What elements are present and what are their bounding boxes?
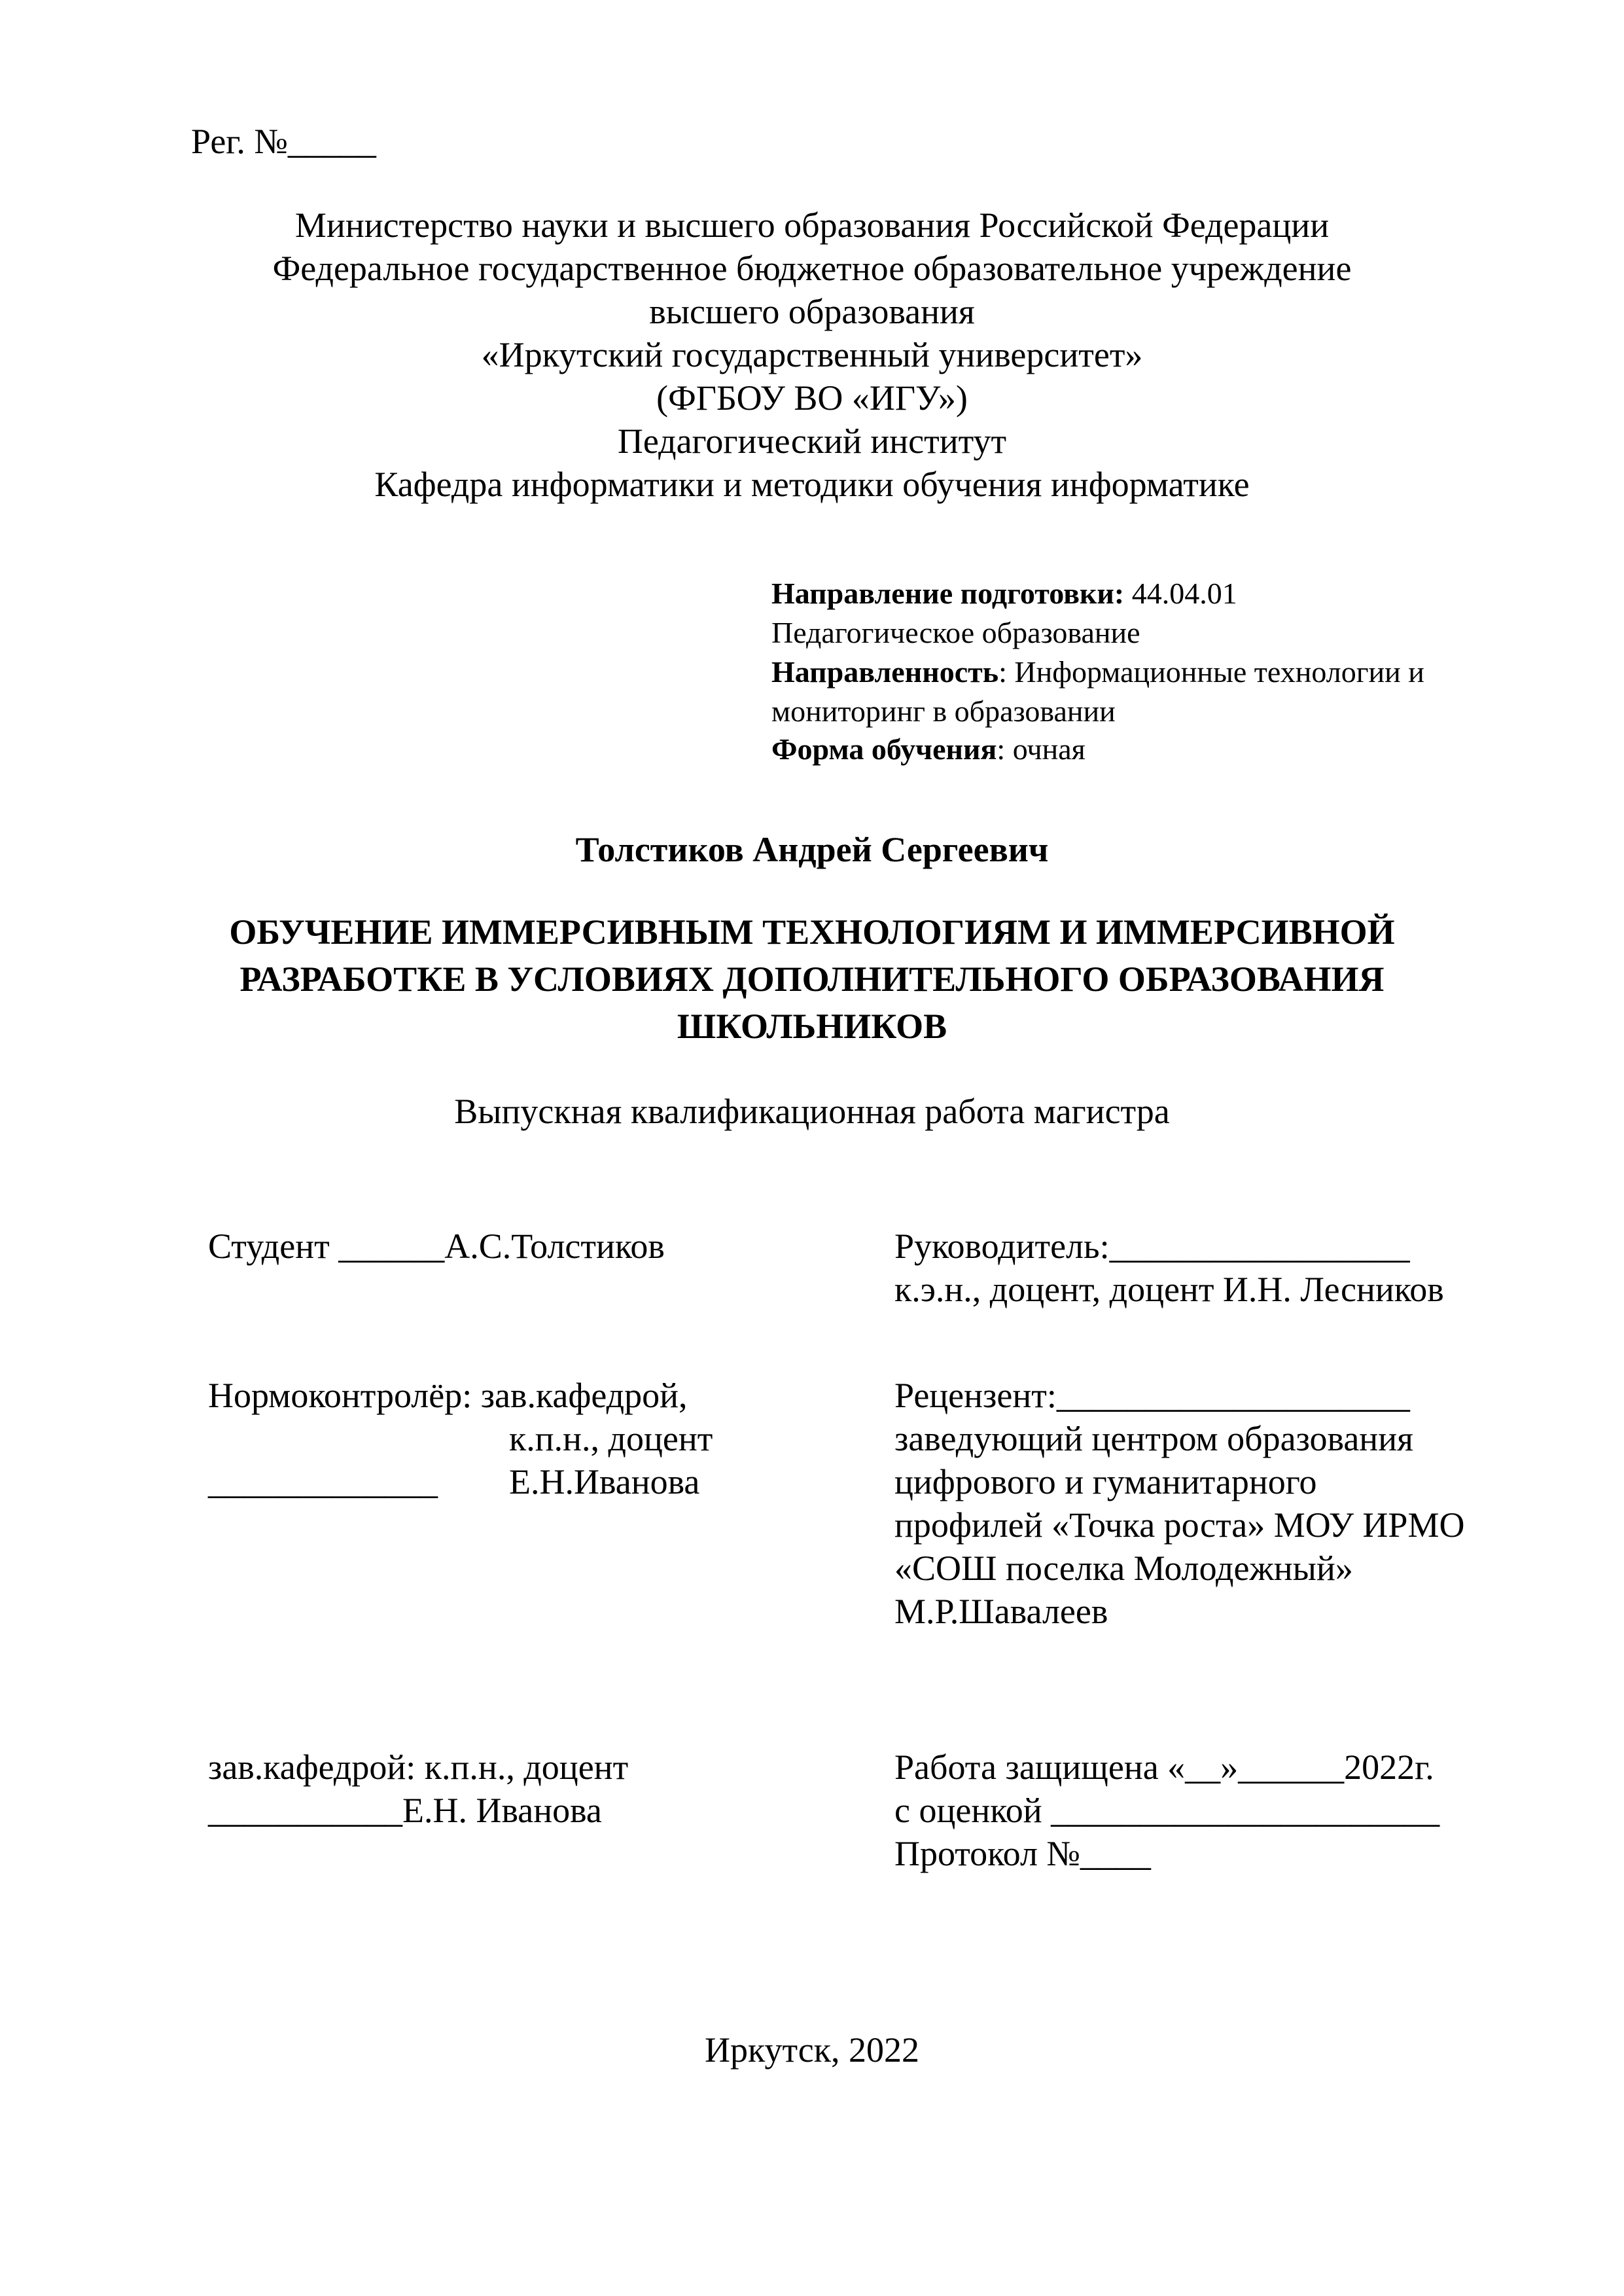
ministry-line: Министерство науки и высшего образования Российской Федерации [294, 206, 1330, 245]
reviewer-name: М.Р.Шавалеев [894, 1592, 1108, 1631]
focus-label: Направленность [771, 655, 999, 689]
direction-label: Направление подготовки: [771, 577, 1125, 610]
supervisor-name-line: к.э.н., доцент, доцент И.Н. Лесников [894, 1270, 1444, 1309]
institution-type-line: Федеральное государственное бюджетное образовательное учреждение [272, 249, 1352, 288]
direction-line [771, 576, 1237, 611]
normcontrol-degree-line: к.п.н., доцент [509, 1419, 713, 1458]
form-line [771, 732, 1086, 767]
normcontrol-label-line: Нормоконтролёр: зав.кафедрой, [208, 1376, 688, 1415]
normcontrol-signature-line: _____________ [208, 1462, 438, 1501]
defense-protocol-line: Протокол №____ [894, 1834, 1151, 1873]
reviewer-label-line: Рецензент:____________________ [894, 1376, 1410, 1415]
reviewer-position-line-2: цифрового и гуманитарного [894, 1462, 1317, 1501]
reviewer-position-line-1: заведующий центром образования [894, 1419, 1413, 1458]
form-label: Форма обучения [771, 732, 997, 766]
thesis-title-line-3: ШКОЛЬНИКОВ [677, 1007, 947, 1046]
supervisor-label-line: Руководитель:_________________ [894, 1227, 1410, 1266]
direction-value-cont: Педагогическое образование [771, 616, 1140, 649]
thesis-title-line-1: ОБУЧЕНИЕ ИММЕРСИВНЫМ ТЕХНОЛОГИЯМ И ИММЕРСИВНОЙ [229, 912, 1395, 952]
normcontrol-name: Е.Н.Иванова [509, 1462, 700, 1501]
defense-grade-line: с оценкой ______________________ [894, 1791, 1440, 1830]
direction-value: 44.04.01 [1124, 577, 1237, 610]
head-of-dept-line: зав.кафедрой: к.п.н., доцент [208, 1748, 629, 1787]
form-value: : очная [997, 732, 1086, 766]
focus-line [771, 655, 1424, 690]
reviewer-position-line-4: «СОШ поселка Молодежный» [894, 1549, 1353, 1588]
author-name: Толстиков Андрей Сергеевич [575, 830, 1049, 869]
defense-date-line: Работа защищена «__»______2022г. [894, 1748, 1434, 1787]
department-line: Кафедра информатики и методики обучения информатике [374, 465, 1250, 504]
university-name-line: «Иркутский государственный университет» [481, 335, 1143, 374]
education-level-line: высшего образования [649, 292, 975, 331]
head-of-dept-signature-line: ___________Е.Н. Иванова [208, 1791, 602, 1830]
work-type: Выпускная квалификационная работа магистра [454, 1092, 1170, 1131]
focus-value: : Информационные технологии и [998, 655, 1424, 689]
reviewer-position-line-3: профилей «Точка роста» МОУ ИРМО [894, 1505, 1465, 1545]
thesis-title-line-2: РАЗРАБОТКЕ В УСЛОВИЯХ ДОПОЛНИТЕЛЬНОГО ОБРАЗОВАНИЯ [239, 960, 1385, 999]
institute-line: Педагогический институт [617, 422, 1007, 461]
university-abbr-line: (ФГБОУ ВО «ИГУ») [656, 378, 968, 418]
city-year: Иркутск, 2022 [705, 2030, 919, 2070]
focus-value-cont: мониторинг в образовании [771, 694, 1116, 728]
reg-number: Рег. №_____ [191, 122, 376, 161]
student-line: Студент ______А.С.Толстиков [208, 1227, 665, 1266]
